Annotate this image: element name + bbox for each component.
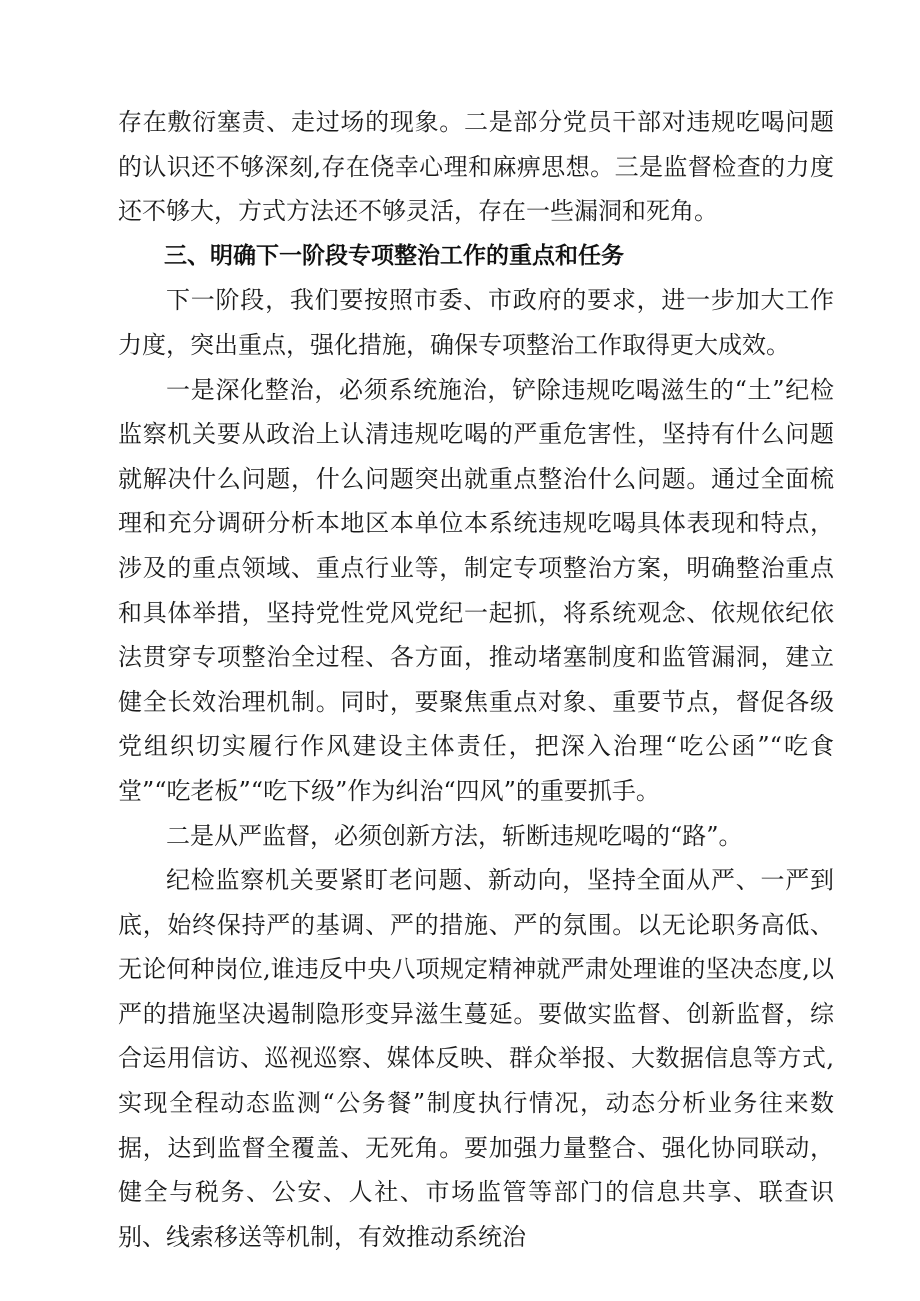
paragraph-continuation: 存在敷衍塞责、走过场的现象。二是部分党员干部对违规吃喝问题的认识还不够深刻,存在侥幸心理和麻痹思想。三是监督检查的力度还不够大，方式方法还不够灵活，存在一些漏洞和死角。	[118, 108, 834, 226]
paragraph-intro: 下一阶段，我们要按照市委、市政府的要求，进一步加大工作力度，突出重点，强化措施，确保专项整治工作取得更大成效。	[118, 286, 834, 359]
document-body	[118, 100, 834, 1259]
paragraph-supervision: 纪检监察机关要紧盯老问题、新动向，坚持全面从严、一严到底，始终保持严的基调、严的措施、严的氛围。以无论职务高低、无论何种岗位,谁违反中央八项规定精神就严肃处理谁的坚决态度,以严的措施坚决遏制隐形变异滋生蔓延。要做实监督、创新监督，综合运用信访、巡视巡察、媒体反映、群众举报、大数据信息等方式,实现全程动态监测“公务餐”制度执行情况，动态分析业务往来数据，达到监督全覆盖、无死角。要加强力量整合、强化协同联动，健全与税务、公安、人社、市场监管等部门的信息共享、联查识别、线索移送等机制，有效推动系统治	[118, 866, 834, 1251]
paragraph-point-one: 一是深化整治，必须系统施治，铲除违规吃喝滋生的“土”纪检监察机关要从政治上认清违规吃喝的严重危害性，坚持有什么问题就解决什么问题，什么问题突出就重点整治什么问题。通过全面梳理和充分调研分析本地区本单位本系统违规吃喝具体表现和特点，涉及的重点领域、重点行业等，制定专项整治方案，明确整治重点和具体举措，坚持党性党风党纪一起抓，将系统观念、依规依纪依法贯穿专项整治全过程、各方面，推动堵塞制度和监管漏洞，建立健全长效治理机制。同时，要聚焦重点对象、重要节点，督促各级党组织切实履行作风建设主体责任，把深入治理“吃公函”“吃食堂”“吃老板”“吃下级”作为纠治“四风”的重要抓手。	[118, 375, 834, 805]
section-heading: 三、明确下一阶段专项整治工作的重点和任务	[164, 242, 624, 269]
paragraph-point-two: 二是从严监督，必须创新方法，斩断违规吃喝的“路”。	[166, 821, 743, 850]
